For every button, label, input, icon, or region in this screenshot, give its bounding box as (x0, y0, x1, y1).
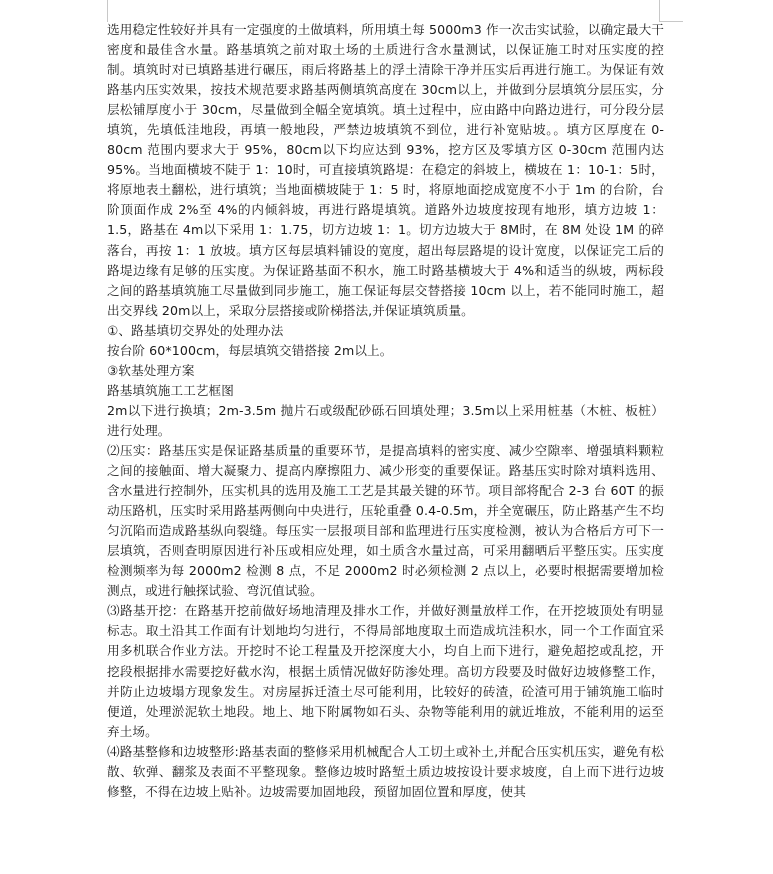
paragraph-slope-finishing: ⑷路基整修和边坡整形:路基表面的整修采用机械配合人工切土或补土,并配合压实机压实，避免有松散、软弹、翻浆及表面不平整现象。整修边坡时路堑土质边坡按设计要求坡度，自上而下进行边坡修整，不得在边坡上贴补。边坡需要加固地段，预留加固位置和厚度，使其 (107, 743, 664, 799)
margin-crop-mark-right (659, 0, 660, 22)
paragraph-fill-construction: 选用稳定性较好并具有一定强度的土做填料，所用填土每 5000m3 作一次击实试验，以确定最大干密度和最佳含水量。路基填筑之前对取土场的土质进行含水量测试，以保证施工时对压实度的控制。填筑时对已填路基进行碾压，雨后将路基上的浮土清除干净并压实后再进行施工。为保证有效路基内压实效果，按技术规范要求路基两侧填筑高度在 30cm以上，并做到分层填筑分层压实，分层松铺厚度小于 30cm，尽量做到全幅全宽填筑。填土过程中，应由路中向路边进行，可分段分层填筑，先填低洼地段，再填一般地段，严禁边坡填筑不到位，进行补宽贴坡。。填方区厚度在 0-80cm 范围内要求大于 95%，80cm以下均应达到 93%，挖方区及零填方区 0-30cm 范围内达 95%。当地面横坡不陡于 1：10时，可直接填筑路堤：在稳定的斜坡上，横坡在 1：10-1：5时，将原地表土翻松，进行填筑；当地面横坡陡于 1：5 时，将原地面挖成宽度不小于 1m 的台阶，台阶顶面作成 2%至 4%的内倾斜坡，再进行路堤填筑。道路外边坡度按现有地形，填方边坡 1：1.5，路基在 4m以下采用 1：1.75，切方边坡 1：1。切方边坡大于 8M时，在 8M 处设 1M 的碎落台，再按 1：1 放坡。填方区每层填料铺设的宽度，超出每层路堤的设计宽度，以保证完工后的路堤边缘有足够的压实度。为保证路基面不积水，施工时路基横坡大于 4%和适当的纵坡，两标段之间的路基填筑施工尽量做到同步施工，施工保证每层交替搭接 10cm 以上，若不能同时施工，超出交界线 20m以上，采取分层搭接或阶梯搭法,并保证填筑质量。 (107, 22, 664, 318)
heading-soft-foundation: ③软基处理方案 (107, 362, 195, 378)
document-body (107, 20, 664, 802)
paragraph-compaction: ⑵压实：路基压实是保证路基质量的重要环节，是提高填料的密实度、减少空隙率、增强填料颗粒之间的接触面、增大凝聚力、提高内摩擦阻力、减少形变的重要保证。路基压实时除对填料选用、含水量进行控制外，压实机具的选用及施工工艺是其最关键的环节。项目部将配合 2-3 台 60T 的振动压路机，压实时采用路基两侧向中央进行，压轮重叠 0.4-0.5m，并全宽碾压，防止路基产生不均匀沉陷而造成路基纵向裂缝。每压实一层报项目部和监理进行压实度检测，被认为合格后方可下一层填筑，否则查明原因进行补压或相应处理，如土质含水量过高，可采用翻晒后平整压实。压实度检测频率为每 2000m2 检测 8 点，不足 2000m2 时必须检测 2 点以上，必要时根据需要增加检测点，或进行触探试验、弯沉值试验。 (107, 442, 664, 599)
paragraph-excavation: ⑶路基开挖：在路基开挖前做好场地清理及排水工作，并做好测量放样工作，在开挖坡顶处有明显标志。取土沿其工作面有计划地均匀进行，不得局部地度取土而造成坑洼积水，同一个工作面宜采用多机联合作业方法。开挖时不论工程量及开挖深度大小，均自上而下进行，避免超挖或乱挖，开挖段根据排水需要挖好截水沟，根据土质情况做好防渗处理。高切方段要及时做好边坡修整工作，并防止边坡塌方现象发生。对房屋拆迁渣土尽可能利用，比较好的砖渣，砼渣可用于铺筑施工临时便道，处理淤泥软土地段。地上、地下附属物如石头、杂物等能利用的就近堆放，不能利用的运至弃土场。 (107, 603, 664, 739)
paragraph-step-spec: 按台阶 60*100cm，每层填筑交错搭接 2m以上。 (107, 342, 393, 358)
heading-fill-cut-junction: ①、路基填切交界处的处理办法 (107, 322, 284, 338)
heading-process-diagram: 路基填筑施工工艺框图 (107, 382, 234, 398)
margin-crop-mark-left (107, 0, 108, 22)
paragraph-soft-foundation-treatment: 2m以下进行换填；2m-3.5m 抛片石或级配砂砾石回填处理；3.5m以上采用桩基（木桩、板桩）进行处理。 (107, 402, 664, 438)
